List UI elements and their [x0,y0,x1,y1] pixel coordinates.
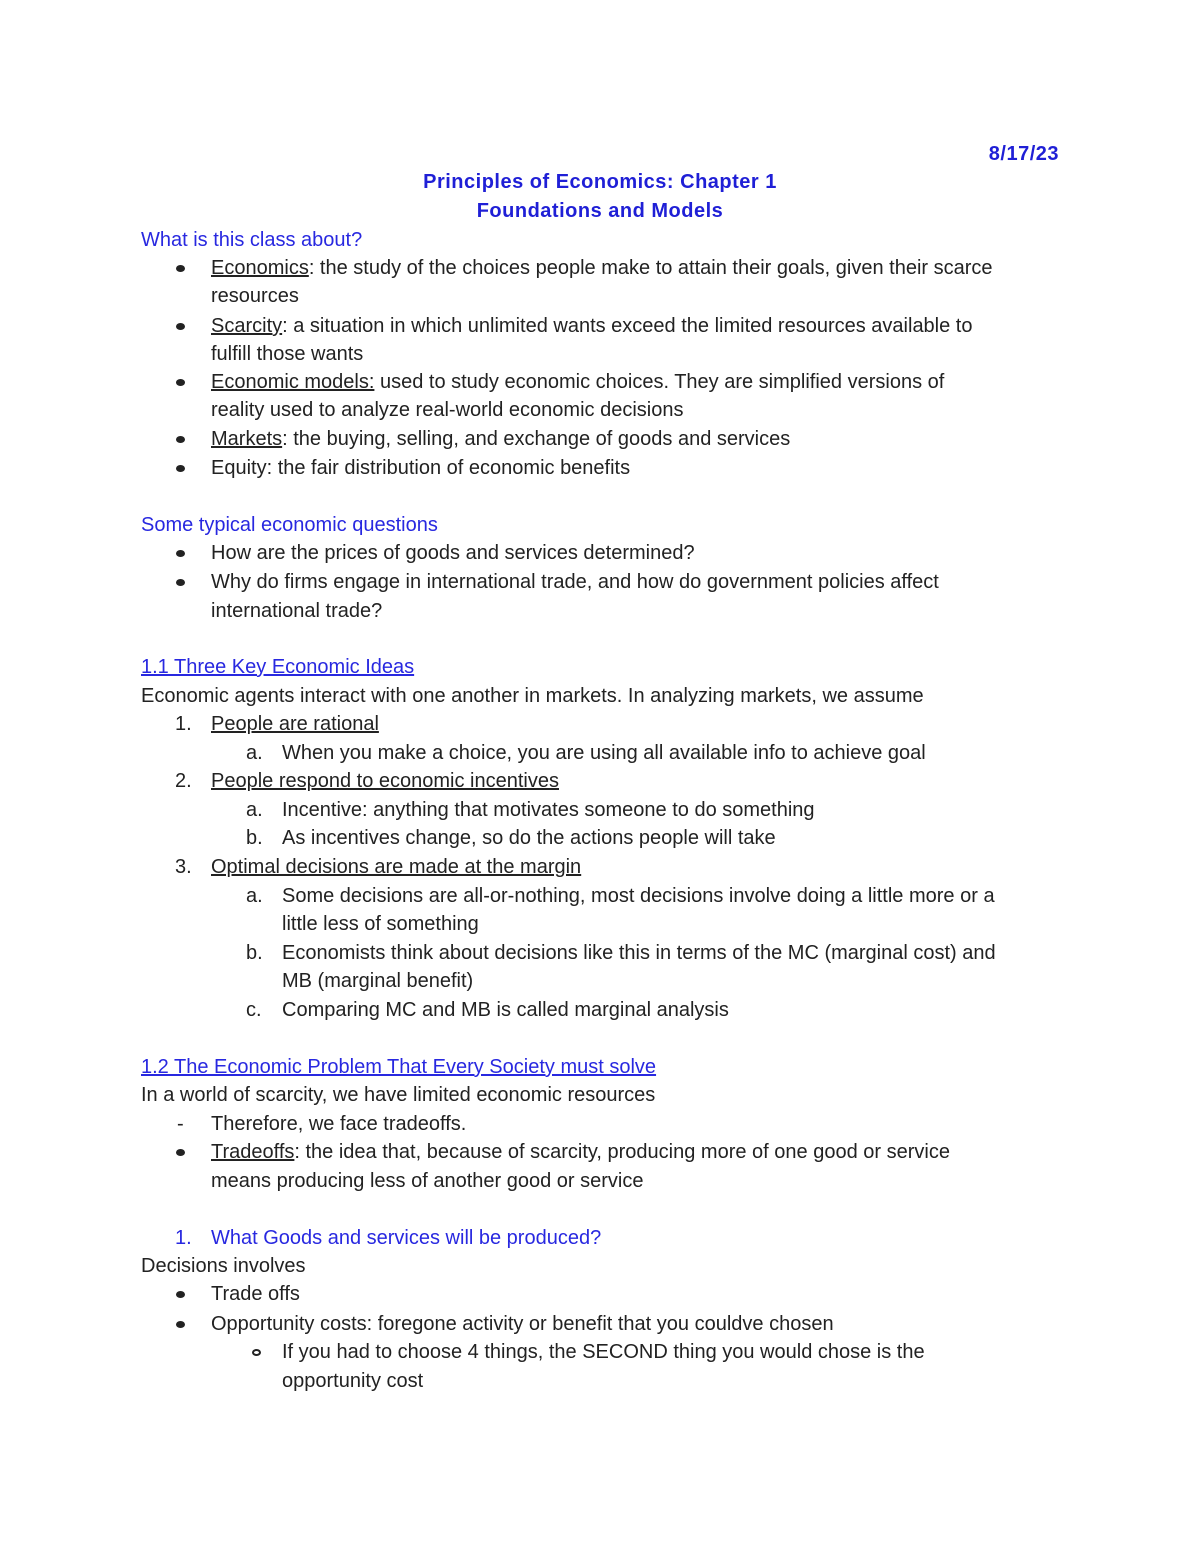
list-letter: b. [246,942,263,964]
date: 8/17/23 [988,143,1059,165]
bullet-icon [176,323,185,330]
bullet-icon [176,1321,185,1328]
idea-rational-a: When you make a choice, you are using all available info to achieve goal [282,742,926,764]
term-economics: Economics [211,257,309,279]
bullet-icon [176,579,185,586]
tradeoffs-definition [211,1138,950,1166]
about-heading: What is this class about? [141,229,363,251]
decision-item-opportunity: Opportunity costs: foregone activity or benefit that you couldve chosen [211,1313,834,1335]
idea-margin-b: Economists think about decisions like this in terms of the MC (marginal cost) and [282,942,996,964]
section-1-1-intro: Economic agents interact with one another in markets. In analyzing markets, we assume [141,685,924,707]
question-item-prices: How are the prices of goods and services determined? [211,542,695,564]
about-item-models [211,368,944,396]
definition-scarcity-cont: fulfill those wants [211,343,364,365]
title-line-1: Principles of Economics: Chapter 1 [423,171,777,193]
bullet-icon [176,465,185,472]
list-letter: a. [246,799,263,821]
decision-item-tradeoffs: Trade offs [211,1283,300,1305]
list-letter: b. [246,827,263,849]
bullet-icon [176,379,185,386]
idea-margin: Optimal decisions are made at the margin [211,856,582,878]
definition-tradeoffs: : the idea that, because of scarcity, producing more of one good or service [294,1141,950,1163]
about-item-equity: Equity: the fair distribution of economic benefits [211,457,631,479]
about-item-markets [211,425,790,453]
idea-incentives-a: Incentive: anything that motivates someone to do something [282,799,815,821]
section-1-1-heading-link[interactable]: 1.1 Three Key Economic Ideas [141,656,415,678]
list-letter: a. [246,742,263,764]
list-number: 1. [175,713,192,735]
idea-incentives: People respond to economic incentives [211,770,559,792]
bullet-icon [176,265,185,272]
definition-scarcity: : a situation in which unlimited wants exceed the limited resources available to [282,315,973,337]
tradeoffs-statement: Therefore, we face tradeoffs. [211,1113,467,1135]
question-item-trade-cont: international trade? [211,600,383,622]
definition-economics: : the study of the choices people make to attain their goals, given their scarce [308,257,993,279]
about-item-scarcity [211,312,973,340]
opportunity-cost-example: If you had to choose 4 things, the SECOND thing you would chose is the [282,1341,925,1363]
list-letter: a. [246,885,263,907]
definition-tradeoffs-cont: means producing less of another good or service [211,1170,644,1192]
list-letter: c. [246,999,262,1021]
idea-margin-c: Comparing MC and MB is called marginal analysis [282,999,729,1021]
idea-margin-b-cont: MB (marginal benefit) [282,970,474,992]
opportunity-cost-example-cont: opportunity cost [282,1370,424,1392]
definition-economic-models-cont: reality used to analyze real-world economic decisions [211,399,684,421]
bullet-icon [176,436,185,443]
title-line-2: Foundations and Models [476,200,724,222]
bullet-icon [176,1291,185,1298]
definition-economic-models: used to study economic choices. They are simplified versions of [374,371,945,393]
section-1-2-heading-link[interactable]: 1.2 The Economic Problem That Every Society must solve [141,1056,657,1078]
list-number: 2. [175,770,192,792]
idea-rational: People are rational [211,713,379,735]
term-economic-models: Economic models: [211,371,375,393]
about-item-economics [211,254,993,282]
bullet-icon [176,1149,185,1156]
dash-marker: - [177,1113,184,1135]
term-scarcity: Scarcity [211,315,283,337]
definition-economics-cont: resources [211,285,299,307]
question-goods-services: What Goods and services will be produced? [211,1227,602,1249]
decisions-label: Decisions involves [141,1255,306,1277]
question-item-trade: Why do firms engage in international trade, and how do government policies affect [211,571,939,593]
bullet-icon [176,550,185,557]
list-number: 3. [175,856,192,878]
hollow-bullet-icon [252,1349,261,1356]
definition-markets: : the buying, selling, and exchange of goods and services [282,428,791,450]
term-markets: Markets [211,428,283,450]
question-number: 1. [175,1227,192,1249]
section-1-2-intro: In a world of scarcity, we have limited economic resources [141,1084,656,1106]
idea-margin-a-cont: little less of something [282,913,479,935]
idea-margin-a: Some decisions are all-or-nothing, most decisions involve doing a little more or a [282,885,995,907]
idea-incentives-b: As incentives change, so do the actions people will take [282,827,776,849]
term-tradeoffs: Tradeoffs [211,1141,295,1163]
questions-heading: Some typical economic questions [141,514,438,536]
